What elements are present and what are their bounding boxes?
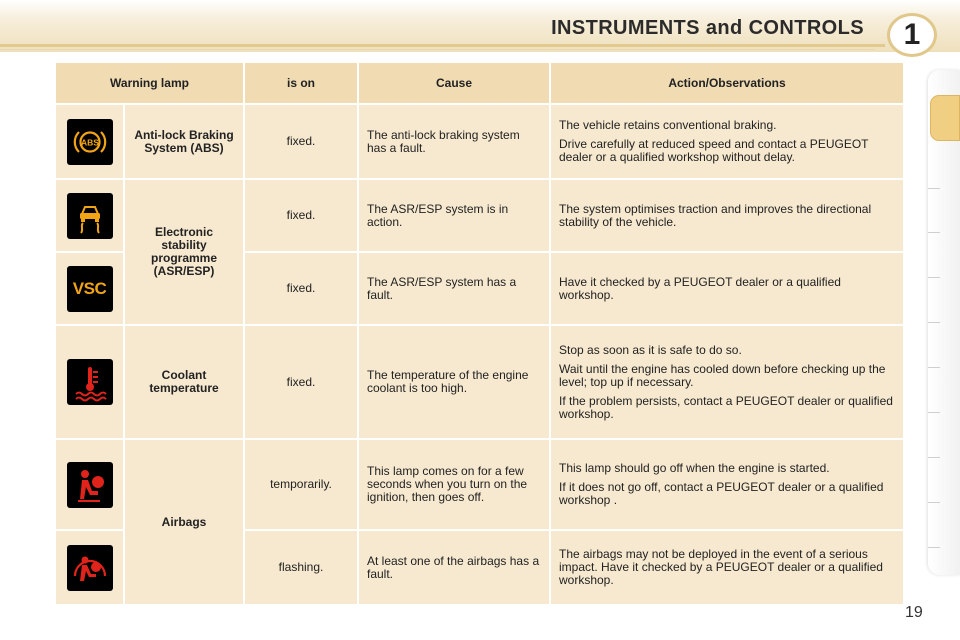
chapter-tab-divider: [928, 457, 940, 458]
lamp-action: [551, 326, 903, 438]
lamp-state: fixed.: [245, 253, 357, 324]
lamp-name: Airbags: [125, 440, 243, 604]
lamp-name: Electronic stability programme (ASR/ESP): [125, 180, 243, 324]
table-row-icon-cell: [56, 326, 123, 438]
lamp-name: Coolant temperature: [125, 326, 243, 438]
action-text: Stop as soon as it is safe to do so.: [559, 342, 742, 357]
coolant-temperature-lamp-icon: [67, 359, 113, 405]
lamp-cause: [359, 531, 549, 604]
action-text: If it does not go off, contact a PEUGEOT dealer or a qualified workshop .: [559, 480, 884, 507]
lamp-action: [551, 531, 903, 604]
cause-text: The ASR/ESP system has a fault.: [367, 274, 517, 302]
action-text: If the problem persists, contact a PEUGEOT dealer or qualified workshop.: [559, 393, 893, 421]
column-header-action: Action/Observations: [551, 63, 903, 103]
lamp-state: flashing.: [245, 531, 357, 604]
table-row-icon-cell: [56, 105, 123, 178]
lamp-action: [551, 105, 903, 178]
lamp-cause: [359, 326, 549, 438]
esp-skid-warning-lamp-icon: [67, 193, 113, 239]
warning-lamp-table: [56, 63, 903, 604]
lamp-cause: [359, 253, 549, 324]
lamp-cause: [359, 105, 549, 178]
cause-text: The anti-lock braking system has a fault.: [367, 127, 520, 155]
lamp-name: Anti-lock Braking System (ABS): [125, 105, 243, 178]
chapter-tab-active[interactable]: [930, 95, 960, 141]
lamp-cause: [359, 440, 549, 529]
column-header-warning-lamp: Warning lamp: [56, 63, 243, 103]
action-text: This lamp should go off when the engine is started.: [559, 461, 830, 475]
chapter-tab-divider: [928, 547, 940, 548]
lamp-action: [551, 440, 903, 529]
lamp-state: fixed.: [245, 326, 357, 438]
lamp-action: [551, 253, 903, 324]
airbag-fault-lamp-icon: [67, 545, 113, 591]
cause-text: The temperature of the engine coolant is too high.: [367, 368, 529, 395]
header-rule: [0, 44, 885, 47]
action-text: The vehicle retains conventional braking.: [559, 118, 777, 132]
vsc-label: VSC: [72, 279, 107, 298]
chapter-tab-divider: [928, 232, 940, 233]
action-text: The airbags may not be deployed in the event of a serious impact. Have it checked by a PEUGEOT dealer or a qualified workshop.: [559, 547, 883, 587]
lamp-state: fixed.: [245, 180, 357, 251]
action-text: Drive carefully at reduced speed and contact a PEUGEOT dealer or a qualified workshop without delay.: [559, 137, 869, 164]
cause-text: At least one of the airbags has a fault.: [367, 553, 540, 581]
column-header-cause: Cause: [359, 63, 549, 103]
table-row-icon-cell: [56, 180, 123, 251]
action-text: The system optimises traction and improves the directional stability of the vehicle.: [559, 201, 872, 229]
table-row-icon-cell: [56, 531, 123, 604]
lamp-cause: [359, 180, 549, 251]
abs-warning-lamp-icon: [67, 119, 113, 165]
svg-text:ABS: ABS: [80, 137, 99, 147]
chapter-tab-divider: [928, 277, 940, 278]
vsc-warning-lamp-icon: [67, 266, 113, 312]
action-text: Wait until the engine has cooled down before checking up the level; top up if necessary.: [559, 361, 886, 389]
chapter-tab-divider: [928, 367, 940, 368]
cause-text: This lamp comes on for a few seconds when you turn on the ignition, then goes off.: [367, 464, 528, 504]
table-row-icon-cell: [56, 440, 123, 529]
cause-text: The ASR/ESP system is in action.: [367, 201, 509, 229]
column-header-is-on: is on: [245, 63, 357, 103]
page-title: INSTRUMENTS and CONTROLS: [551, 17, 864, 39]
header-rule-thin: [0, 49, 875, 50]
lamp-state: temporarily.: [245, 440, 357, 529]
chapter-badge: 1: [887, 13, 937, 57]
chapter-tab-divider: [928, 412, 940, 413]
lamp-state: fixed.: [245, 105, 357, 178]
page-number: 19: [905, 604, 923, 621]
table-row-icon-cell: [56, 253, 123, 324]
chapter-tab-divider: [928, 322, 940, 323]
action-text: Have it checked by a PEUGEOT dealer or a qualified workshop.: [559, 274, 841, 302]
airbag-warning-lamp-icon: [67, 462, 113, 508]
lamp-action: [551, 180, 903, 251]
chapter-tab-divider: [928, 502, 940, 503]
chapter-tab-divider: [928, 188, 940, 189]
